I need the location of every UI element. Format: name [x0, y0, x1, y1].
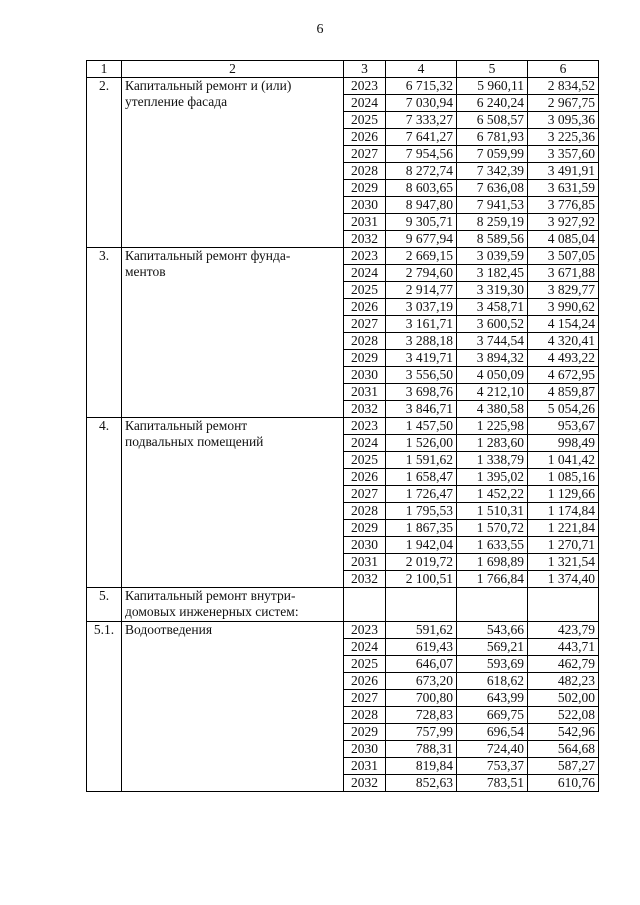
value-col5: 1 452,22 [457, 486, 528, 503]
value-col5: 3 600,52 [457, 316, 528, 333]
year-cell: 2025 [344, 282, 386, 299]
value-col5: 6 240,24 [457, 95, 528, 112]
section-title-line: утепление фасада [125, 94, 228, 109]
year-cell: 2023 [344, 622, 386, 639]
value-col6: 1 270,71 [528, 537, 599, 554]
value-col6: 3 990,62 [528, 299, 599, 316]
value-col4: 1 658,47 [386, 469, 457, 486]
table-row [87, 248, 599, 265]
column-header: 5 [457, 61, 528, 78]
value-col5: 1 283,60 [457, 435, 528, 452]
value-col4: 728,83 [386, 707, 457, 724]
value-col4: 852,63 [386, 775, 457, 792]
value-col5: 8 589,56 [457, 231, 528, 248]
value-col6: 4 672,95 [528, 367, 599, 384]
value-col6: 443,71 [528, 639, 599, 656]
year-cell: 2031 [344, 758, 386, 775]
value-col5: 3 319,30 [457, 282, 528, 299]
value-col6: 423,79 [528, 622, 599, 639]
value-col6: 482,23 [528, 673, 599, 690]
year-cell: 2023 [344, 248, 386, 265]
column-header: 6 [528, 61, 599, 78]
empty-cell [386, 588, 457, 622]
value-col4: 619,43 [386, 639, 457, 656]
section-title [122, 248, 344, 418]
year-cell: 2028 [344, 333, 386, 350]
value-col6: 953,67 [528, 418, 599, 435]
column-header: 2 [122, 61, 344, 78]
section-title [122, 78, 344, 248]
value-col5: 1 633,55 [457, 537, 528, 554]
value-col6: 998,49 [528, 435, 599, 452]
cost-table-body [87, 61, 599, 792]
value-col4: 1 942,04 [386, 537, 457, 554]
value-col6: 2 834,52 [528, 78, 599, 95]
table-row [87, 622, 599, 639]
section-title-line: Капитальный ремонт внутри- [125, 588, 296, 603]
year-cell: 2030 [344, 367, 386, 384]
value-col5: 8 259,19 [457, 214, 528, 231]
year-cell: 2029 [344, 350, 386, 367]
value-col4: 9 305,71 [386, 214, 457, 231]
value-col6: 564,68 [528, 741, 599, 758]
value-col4: 1 726,47 [386, 486, 457, 503]
year-cell: 2024 [344, 95, 386, 112]
value-col6: 3 095,36 [528, 112, 599, 129]
value-col4: 7 954,56 [386, 146, 457, 163]
section-title-line: Водоотведения [125, 622, 213, 637]
value-col6: 1 321,54 [528, 554, 599, 571]
value-col4: 8 603,65 [386, 180, 457, 197]
value-col6: 3 671,88 [528, 265, 599, 282]
value-col5: 4 050,09 [457, 367, 528, 384]
value-col4: 7 333,27 [386, 112, 457, 129]
value-col6: 3 225,36 [528, 129, 599, 146]
value-col4: 3 698,76 [386, 384, 457, 401]
value-col6: 502,00 [528, 690, 599, 707]
year-cell: 2024 [344, 639, 386, 656]
year-cell: 2032 [344, 571, 386, 588]
value-col4: 6 715,32 [386, 78, 457, 95]
year-cell: 2031 [344, 384, 386, 401]
section-title-line: подвальных помещений [125, 434, 264, 449]
value-col4: 3 161,71 [386, 316, 457, 333]
value-col5: 3 458,71 [457, 299, 528, 316]
value-col5: 543,66 [457, 622, 528, 639]
section-title [122, 588, 344, 622]
value-col4: 3 288,18 [386, 333, 457, 350]
value-col4: 1 591,62 [386, 452, 457, 469]
value-col4: 2 100,51 [386, 571, 457, 588]
value-col6: 3 491,91 [528, 163, 599, 180]
value-col5: 669,75 [457, 707, 528, 724]
value-col5: 3 039,59 [457, 248, 528, 265]
empty-cell [344, 588, 386, 622]
value-col4: 591,62 [386, 622, 457, 639]
value-col5: 7 059,99 [457, 146, 528, 163]
year-cell: 2029 [344, 724, 386, 741]
value-col4: 819,84 [386, 758, 457, 775]
value-col4: 2 019,72 [386, 554, 457, 571]
empty-cell [457, 588, 528, 622]
year-cell: 2032 [344, 775, 386, 792]
year-cell: 2032 [344, 231, 386, 248]
value-col5: 5 960,11 [457, 78, 528, 95]
value-col4: 8 947,80 [386, 197, 457, 214]
year-cell: 2026 [344, 299, 386, 316]
section-number: 5. [87, 588, 122, 622]
value-col5: 783,51 [457, 775, 528, 792]
value-col6: 3 631,59 [528, 180, 599, 197]
value-col4: 2 669,15 [386, 248, 457, 265]
value-col5: 696,54 [457, 724, 528, 741]
value-col6: 5 054,26 [528, 401, 599, 418]
year-cell: 2023 [344, 78, 386, 95]
value-col5: 1 225,98 [457, 418, 528, 435]
year-cell: 2032 [344, 401, 386, 418]
year-cell: 2027 [344, 486, 386, 503]
value-col6: 1 085,16 [528, 469, 599, 486]
year-cell: 2030 [344, 741, 386, 758]
value-col5: 3 182,45 [457, 265, 528, 282]
section-title [122, 418, 344, 588]
value-col6: 1 174,84 [528, 503, 599, 520]
value-col5: 4 212,10 [457, 384, 528, 401]
value-col4: 7 641,27 [386, 129, 457, 146]
value-col6: 3 357,60 [528, 146, 599, 163]
value-col4: 1 457,50 [386, 418, 457, 435]
value-col4: 2 914,77 [386, 282, 457, 299]
value-col5: 593,69 [457, 656, 528, 673]
value-col5: 7 941,53 [457, 197, 528, 214]
year-cell: 2027 [344, 316, 386, 333]
section-row [87, 588, 599, 622]
value-col5: 6 508,57 [457, 112, 528, 129]
value-col5: 4 380,58 [457, 401, 528, 418]
year-cell: 2028 [344, 163, 386, 180]
value-col5: 643,99 [457, 690, 528, 707]
value-col5: 3 744,54 [457, 333, 528, 350]
value-col5: 7 636,08 [457, 180, 528, 197]
value-col5: 1 570,72 [457, 520, 528, 537]
table-row [87, 78, 599, 95]
column-header: 3 [344, 61, 386, 78]
value-col6: 587,27 [528, 758, 599, 775]
page-number: 6 [316, 22, 324, 37]
year-cell: 2026 [344, 469, 386, 486]
value-col5: 1 338,79 [457, 452, 528, 469]
value-col6: 462,79 [528, 656, 599, 673]
year-cell: 2027 [344, 690, 386, 707]
value-col4: 3 419,71 [386, 350, 457, 367]
year-cell: 2023 [344, 418, 386, 435]
year-cell: 2028 [344, 503, 386, 520]
value-col4: 2 794,60 [386, 265, 457, 282]
value-col6: 1 041,42 [528, 452, 599, 469]
table-row [87, 418, 599, 435]
year-cell: 2030 [344, 537, 386, 554]
value-col4: 3 846,71 [386, 401, 457, 418]
value-col5: 724,40 [457, 741, 528, 758]
year-cell: 2028 [344, 707, 386, 724]
year-cell: 2024 [344, 435, 386, 452]
value-col6: 4 320,41 [528, 333, 599, 350]
year-cell: 2030 [344, 197, 386, 214]
value-col5: 1 698,89 [457, 554, 528, 571]
value-col5: 618,62 [457, 673, 528, 690]
section-title-line: Капитальный ремонт [125, 418, 248, 433]
year-cell: 2029 [344, 180, 386, 197]
column-header: 4 [386, 61, 457, 78]
section-title-line: Капитальный ремонт фунда- [125, 248, 291, 263]
section-title-line: Капитальный ремонт и (или) [125, 78, 292, 93]
value-col6: 4 859,87 [528, 384, 599, 401]
value-col6: 542,96 [528, 724, 599, 741]
value-col6: 4 493,22 [528, 350, 599, 367]
value-col4: 9 677,94 [386, 231, 457, 248]
value-col4: 1 526,00 [386, 435, 457, 452]
value-col4: 788,31 [386, 741, 457, 758]
cost-table [86, 60, 599, 792]
value-col6: 1 129,66 [528, 486, 599, 503]
value-col5: 1 510,31 [457, 503, 528, 520]
value-col6: 610,76 [528, 775, 599, 792]
value-col6: 522,08 [528, 707, 599, 724]
value-col5: 569,21 [457, 639, 528, 656]
section-title-line: домовых инженерных систем: [125, 604, 299, 619]
empty-cell [528, 588, 599, 622]
value-col4: 8 272,74 [386, 163, 457, 180]
value-col4: 700,80 [386, 690, 457, 707]
value-col6: 3 829,77 [528, 282, 599, 299]
section-title-line: ментов [125, 264, 166, 279]
value-col5: 3 894,32 [457, 350, 528, 367]
section-number: 5.1. [87, 622, 122, 792]
section-number: 4. [87, 418, 122, 588]
value-col6: 3 927,92 [528, 214, 599, 231]
value-col4: 673,20 [386, 673, 457, 690]
year-cell: 2026 [344, 673, 386, 690]
value-col5: 753,37 [457, 758, 528, 775]
value-col4: 1 795,53 [386, 503, 457, 520]
year-cell: 2027 [344, 146, 386, 163]
value-col4: 3 556,50 [386, 367, 457, 384]
header-row [87, 61, 599, 78]
value-col5: 7 342,39 [457, 163, 528, 180]
year-cell: 2025 [344, 452, 386, 469]
section-number: 3. [87, 248, 122, 418]
value-col5: 6 781,93 [457, 129, 528, 146]
value-col6: 3 507,05 [528, 248, 599, 265]
column-header: 1 [87, 61, 122, 78]
year-cell: 2029 [344, 520, 386, 537]
value-col6: 1 221,84 [528, 520, 599, 537]
value-col6: 4 154,24 [528, 316, 599, 333]
value-col6: 2 967,75 [528, 95, 599, 112]
section-number: 2. [87, 78, 122, 248]
value-col6: 4 085,04 [528, 231, 599, 248]
year-cell: 2031 [344, 214, 386, 231]
value-col4: 1 867,35 [386, 520, 457, 537]
value-col5: 1 766,84 [457, 571, 528, 588]
value-col4: 757,99 [386, 724, 457, 741]
year-cell: 2025 [344, 112, 386, 129]
value-col4: 3 037,19 [386, 299, 457, 316]
value-col5: 1 395,02 [457, 469, 528, 486]
value-col6: 3 776,85 [528, 197, 599, 214]
year-cell: 2031 [344, 554, 386, 571]
value-col4: 646,07 [386, 656, 457, 673]
year-cell: 2024 [344, 265, 386, 282]
value-col6: 1 374,40 [528, 571, 599, 588]
year-cell: 2026 [344, 129, 386, 146]
section-title [122, 622, 344, 792]
year-cell: 2025 [344, 656, 386, 673]
value-col4: 7 030,94 [386, 95, 457, 112]
